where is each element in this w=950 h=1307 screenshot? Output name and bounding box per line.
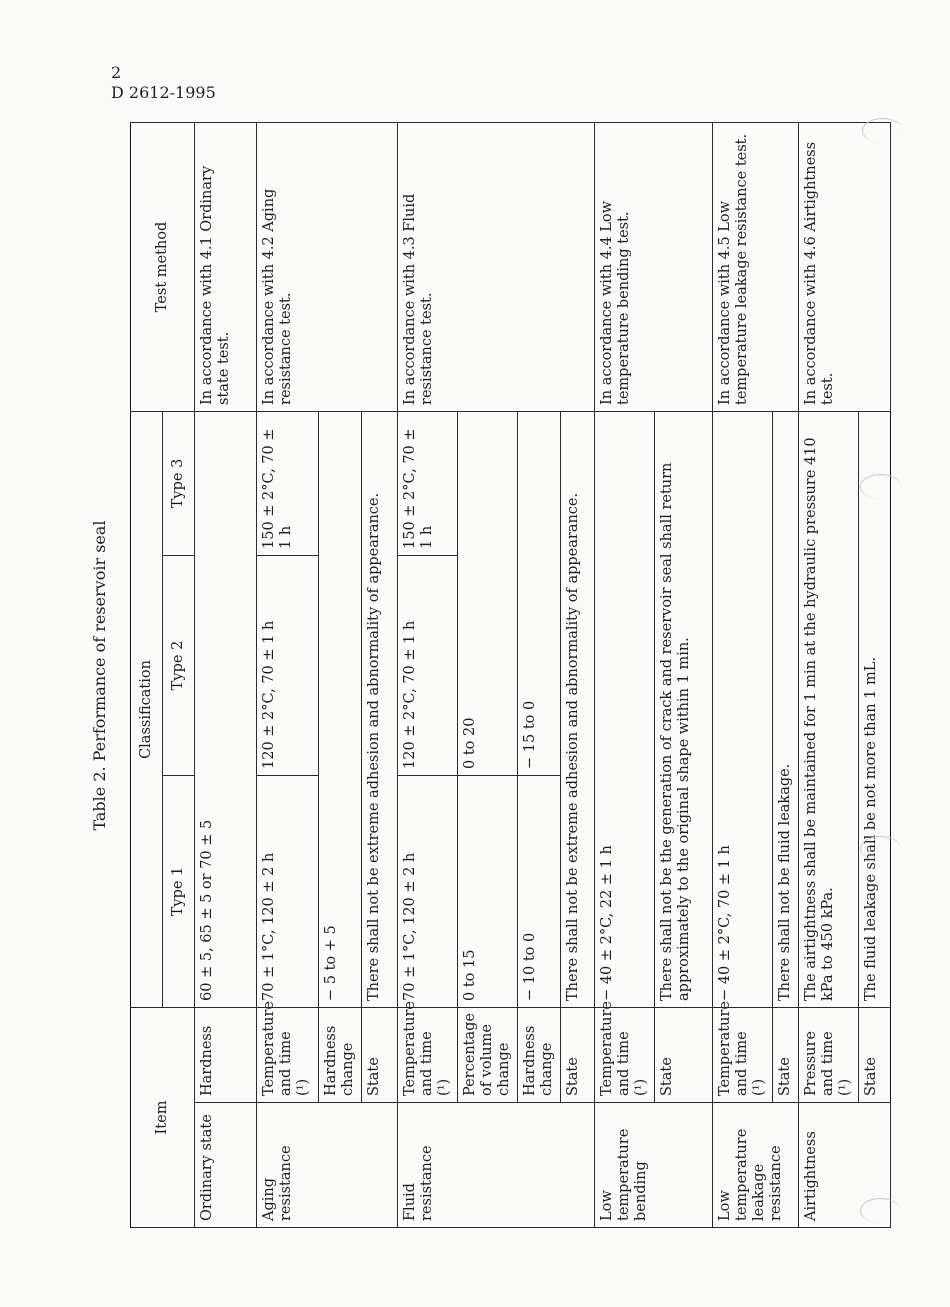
table-row: [195, 122, 257, 1227]
aging-temp-type3: 150 ± 2°C, 70 ± 1 h: [257, 411, 319, 555]
method-fluid: In accordance with 4.3 Fluid resistance test.: [398, 122, 595, 411]
group-ordinary: Ordinary state: [195, 1103, 257, 1228]
aging-temp-type1: 70 ± 1°C, 120 ± 2 h: [257, 775, 319, 1007]
fluid-volume-type23: 0 to 20: [458, 411, 518, 775]
low-bend-temp-value: − 40 ± 2°C, 22 ± 1 h: [595, 411, 655, 1007]
aging-temp-type2: 120 ± 2°C, 70 ± 1 h: [257, 555, 319, 775]
airtight-state-label: State: [859, 1007, 891, 1102]
low-leak-temp-label: Temperature and time (¹): [713, 1007, 773, 1102]
scan-artifact: [862, 118, 903, 143]
airtight-state-value: The fluid leakage shall be not more than 1 mL.: [859, 411, 891, 1007]
fluid-volume-label: Percentage of volume change: [458, 1007, 518, 1102]
aging-temp-label: Temperature and time (¹): [257, 1007, 319, 1102]
group-airtightness: Airtightness: [799, 1103, 891, 1228]
aging-hardness-label: Hardness change: [319, 1007, 362, 1102]
low-bend-temp-label: Temperature and time (¹): [595, 1007, 655, 1102]
aging-hardness-value: − 5 to + 5: [319, 411, 362, 1007]
low-bend-state-label: State: [655, 1007, 713, 1102]
table-row: [257, 122, 319, 1227]
fluid-temp-type3: 150 ± 2°C, 70 ± 1 h: [398, 411, 458, 555]
header-type3: Type 3: [163, 411, 195, 555]
fluid-state-value: There shall not be extreme adhesion and abnormality of appearance.: [561, 411, 595, 1007]
low-leak-state-label: State: [773, 1007, 799, 1102]
table-row: [398, 122, 458, 1227]
scan-artifact: [860, 836, 901, 861]
performance-table: [130, 122, 891, 1228]
method-ordinary: In accordance with 4.1 Ordinary state test.: [195, 122, 257, 411]
aging-state-label: State: [362, 1007, 398, 1102]
method-low-leakage: In accordance with 4.5 Low temperature leakage resistance test.: [713, 122, 799, 411]
table-row: [595, 122, 655, 1227]
table-row: [799, 122, 859, 1227]
header-classification: Classification: [131, 411, 163, 1007]
performance-table-rotated: [90, 123, 879, 1228]
low-bend-state-value: There shall not be the generation of crack and reservoir seal shall return approximately to the original shape within 1 min.: [655, 411, 713, 1007]
fluid-temp-type1: 70 ± 1°C, 120 ± 2 h: [398, 775, 458, 1007]
group-low-bending: Low temperature bending: [595, 1103, 713, 1228]
airtight-press-value: The airtightness shall be maintained for 1 min at the hydraulic pressure 410 kPa to 450 kPa.: [799, 411, 859, 1007]
method-aging: In accordance with 4.2 Aging resistance test.: [257, 122, 398, 411]
fluid-state-label: State: [561, 1007, 595, 1102]
fluid-hardness-type1: − 10 to 0: [518, 775, 561, 1007]
sub-hardness: Hardness: [195, 1007, 257, 1102]
method-airtightness: In accordance with 4.6 Airtightness test.: [799, 122, 891, 411]
low-leak-state-value: There shall not be fluid leakage.: [773, 411, 799, 1007]
table-row: [713, 122, 773, 1227]
aging-state-value: There shall not be extreme adhesion and abnormality of appearance.: [362, 411, 398, 1007]
fluid-hardness-label: Hardness change: [518, 1007, 561, 1102]
document-id: D 2612-1995: [111, 83, 216, 102]
fluid-temp-type2: 120 ± 2°C, 70 ± 1 h: [398, 555, 458, 775]
fluid-hardness-type23: − 15 to 0: [518, 411, 561, 775]
table-caption: Table 2. Performance of reservoir seal: [90, 520, 109, 831]
header-type1: Type 1: [163, 775, 195, 1007]
group-fluid: Fluid resistance: [398, 1103, 595, 1228]
group-aging: Aging resistance: [257, 1103, 398, 1228]
page-number: 2: [111, 63, 122, 82]
header-test-method: Test method: [131, 122, 195, 411]
low-leak-temp-value: − 40 ± 2°C, 70 ± 1 h: [713, 411, 773, 1007]
fluid-volume-type1: 0 to 15: [458, 775, 518, 1007]
airtight-press-label: Pressure and time (¹): [799, 1007, 859, 1102]
header-type2: Type 2: [163, 555, 195, 775]
group-low-leakage: Low temperature leakage resistance: [713, 1103, 799, 1228]
ordinary-hardness-value: 60 ± 5, 65 ± 5 or 70 ± 5: [195, 411, 257, 1007]
scan-artifact: [860, 1198, 901, 1223]
method-low-bending: In accordance with 4.4 Low temperature bending test.: [595, 122, 713, 411]
fluid-temp-label: Temperature and time (¹): [398, 1007, 458, 1102]
scan-artifact: [860, 474, 901, 499]
header-item: Item: [131, 1007, 195, 1227]
